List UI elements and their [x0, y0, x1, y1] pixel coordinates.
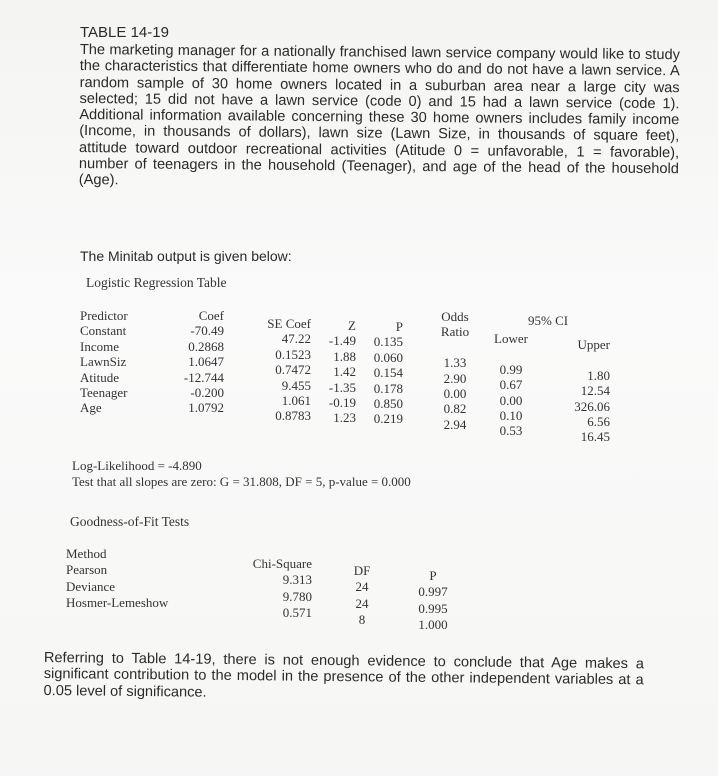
- cell-upper: 6.56: [587, 414, 610, 430]
- cell-chi: 9.780: [282, 588, 312, 604]
- header-odds: Odds: [441, 309, 469, 324]
- cell-p: 0.060: [373, 349, 403, 365]
- cell-gof-p: 0.995: [418, 600, 448, 616]
- cell-p: 0.850: [373, 396, 403, 412]
- cell-se-coef: 9.455: [281, 377, 311, 393]
- upper-column: [558, 337, 610, 445]
- cell-p: 0.154: [373, 365, 403, 381]
- cell-predictor: Income: [80, 338, 119, 354]
- cell-predictor: Age: [80, 400, 102, 416]
- cell-odds: 2.90: [443, 370, 467, 386]
- cell-df: 24: [355, 579, 369, 595]
- cell-gof-p: 0.997: [418, 584, 448, 600]
- cell-coef: 1.0792: [188, 400, 224, 416]
- header-upper: Upper: [577, 337, 610, 352]
- cell-predictor: LawnSiz: [80, 354, 127, 370]
- cell-lower: 0.53: [499, 423, 523, 439]
- cell-z: 1.42: [333, 364, 356, 380]
- cell-coef: -70.49: [190, 323, 224, 339]
- header-gof-p: P: [429, 568, 437, 583]
- header-z: Z: [348, 318, 356, 333]
- header-ratio: Ratio: [440, 324, 470, 340]
- intro-paragraph: The marketing manager for a nationally franchised lawn service company would like to study the characteristics that differentiate home owners who do and do not have a lawn service. A random sample of 30 home owners located in a suburban area near a large city was selected; 15 did not have a lawn service (code 0) and 15 had a lawn service (code 1). Additional information available concerning these 30 home owners includes family income (Income, in thousands of dollars), lawn size (Lawn Size, in thousands of square feet), attitude toward outdoor recreational activities (Atitude 0 = unfavorable, 1 = favorable), number of teenagers in the household (Teenager), and age of the head of the household (Age).: [78, 42, 680, 189]
- conclusion-statement: Referring to Table 14-19, there is not enough evidence to conclude that Age makes a significant contribution to the model in the presence of the other independent variables at a 0.05 level of significance.: [43, 650, 644, 701]
- gof-chi-column: [234, 556, 312, 622]
- header-df: DF: [353, 563, 371, 578]
- cell-method: Deviance: [66, 578, 116, 594]
- cell-odds: 0.00: [443, 386, 467, 402]
- gof-title: Goodness-of-Fit Tests: [70, 514, 190, 529]
- cell-coef: 1.0647: [188, 354, 224, 370]
- cell-method: Pearson: [66, 562, 108, 578]
- cell-lower: 0.67: [499, 377, 523, 393]
- cell-upper: 326.06: [574, 398, 610, 414]
- cell-z: -0.19: [328, 395, 356, 411]
- log-likelihood: Log-Likelihood = -4.890: [72, 458, 202, 473]
- cell-df: 8: [358, 612, 366, 628]
- cell-predictor: Teenager: [80, 385, 128, 401]
- header-chi: Chi-Square: [252, 556, 312, 571]
- cell-odds: [436, 340, 474, 355]
- table-title: TABLE 14-19: [80, 24, 169, 41]
- header-se-coef: SE Coef: [267, 316, 311, 331]
- cell-z: -1.49: [328, 333, 356, 349]
- cell-odds: 0.82: [443, 401, 467, 417]
- cell-upper: [558, 352, 610, 367]
- cell-upper: 1.80: [587, 367, 610, 383]
- cell-method: Hosmer-Lemeshow: [66, 595, 169, 611]
- cell-odds: 2.94: [443, 416, 467, 432]
- cell-p: 0.219: [373, 411, 403, 427]
- cell-p: 0.178: [373, 380, 403, 396]
- cell-lower: 0.00: [499, 392, 523, 408]
- cell-chi: 0.571: [282, 605, 312, 621]
- slopes-test: Test that all slopes are zero: G = 31.808, DF = 5, p-value = 0.000: [72, 474, 411, 489]
- cell-se-coef: 47.22: [281, 331, 311, 347]
- p-column: [360, 319, 403, 427]
- predictor-column: [80, 308, 128, 416]
- logistic-table-title: Logistic Regression Table: [86, 275, 227, 290]
- cell-coef: -12.744: [183, 369, 224, 385]
- cell-chi: 9.313: [282, 572, 312, 588]
- cell-z: 1.23: [333, 410, 356, 426]
- cell-p: 0.135: [373, 334, 403, 350]
- cell-lower: 0.10: [499, 408, 523, 424]
- se-coef-column: [254, 316, 311, 424]
- header-coef: Coef: [198, 308, 224, 323]
- header-p: P: [395, 319, 403, 334]
- lower-column: [488, 331, 534, 439]
- cell-predictor: Atitude: [80, 369, 119, 385]
- cell-gof-p: 1.000: [418, 617, 448, 633]
- cell-upper: 16.45: [580, 429, 610, 445]
- given-text: The Minitab output is given below:: [80, 248, 292, 264]
- cell-upper: 12.54: [580, 383, 610, 399]
- cell-z: 1.88: [333, 348, 356, 364]
- gof-df-column: [346, 563, 378, 629]
- cell-lower: 0.99: [499, 361, 523, 377]
- cell-se-coef: 0.1523: [275, 346, 311, 362]
- cell-lower: [488, 346, 534, 361]
- gof-p-column: [408, 568, 458, 634]
- ci-title: 95% CI: [528, 313, 569, 328]
- header-predictor: Predictor: [80, 308, 128, 323]
- cell-se-coef: 1.061: [281, 393, 311, 409]
- cell-se-coef: 0.8783: [275, 408, 311, 424]
- cell-df: 24: [355, 595, 369, 611]
- cell-coef: 0.2868: [188, 338, 224, 354]
- z-column: [318, 318, 356, 426]
- cell-z: -1.35: [328, 379, 356, 395]
- cell-coef: -0.200: [190, 385, 224, 401]
- cell-odds: 1.33: [443, 355, 467, 371]
- cell-se-coef: 0.7472: [275, 362, 311, 378]
- header-lower: Lower: [494, 331, 528, 346]
- cell-predictor: Constant: [80, 323, 127, 339]
- header-method: Method: [66, 546, 107, 561]
- gof-method-column: [66, 546, 168, 612]
- odds-ratio-column: [436, 309, 474, 432]
- coef-column: [172, 308, 224, 416]
